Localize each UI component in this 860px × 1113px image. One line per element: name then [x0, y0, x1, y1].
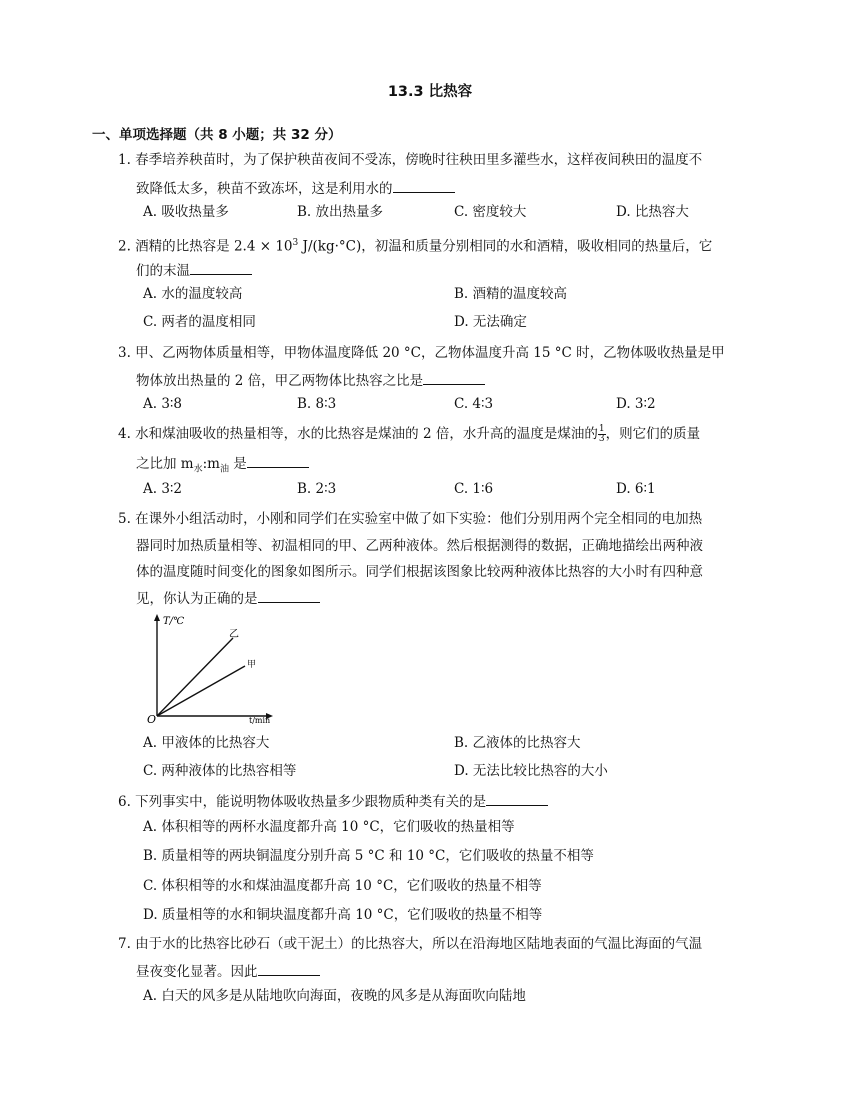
q7-option-a[interactable]: A. 白天的风多是从陆地吹向海面，夜晚的风多是从海面吹向陆地 [143, 988, 526, 1004]
q2-option-b[interactable]: B. 酒精的温度较高 [454, 286, 568, 302]
answer-blank[interactable] [247, 453, 309, 468]
origin-label: O [147, 713, 157, 724]
q5-option-c[interactable]: C. 两种液体的比热容相等 [143, 763, 297, 779]
x-axis-label: t/min [249, 716, 271, 724]
question-7-stem-line1: 7. 由于水的比热容比砂石（或干泥土）的比热容大，所以在沿海地区陆地表面的气温比海面的气温 [118, 936, 703, 952]
q5-option-b[interactable]: B. 乙液体的比热容大 [454, 735, 581, 751]
fraction-one-third: $\frac{1}{3}$ [598, 424, 605, 444]
question-5-stem-line1: 5. 在课外小组活动时，小刚和同学们在实验室中做了如下实验：他们分别用两个完全相同的电加热 [118, 511, 703, 527]
question-5-stem-line2: 器同时加热质量相等、初温相同的甲、乙两种液体。然后根据测得的数据，正确地描绘出两种液 [136, 538, 703, 554]
question-7-stem-line2: 昼夜变化显著。因此 [136, 961, 320, 982]
question-2-stem-line2: 们的末温 [136, 260, 252, 281]
q6-option-d[interactable]: D. 质量相等的水和铜块温度都升高 10 °C，它们吸收的热量不相等 [143, 907, 543, 923]
q5-option-a[interactable]: A. 甲液体的比热容大 [143, 735, 270, 751]
question-2-stem-line1: 2. 酒精的比热容是 $2.4 \times 10^3$ J/(kg·°C)，初温和质量分别相同的水和酒精，吸收相同的热量后，它 [118, 238, 713, 255]
line-yi-label: 乙 [229, 629, 239, 640]
answer-blank[interactable] [486, 791, 548, 806]
y-axis-label: T/℃ [163, 616, 185, 627]
question-5-stem-line4: 见，你认为正确的是 [136, 588, 320, 609]
page-title: 13.3 比热容 [387, 84, 473, 100]
answer-blank[interactable] [393, 178, 455, 193]
answer-blank[interactable] [190, 260, 252, 275]
q3-option-c[interactable]: C. 4∶3 [454, 396, 494, 412]
question-1-stem-line1: 1. 春季培养秧苗时，为了保护秧苗夜间不受冻，傍晚时往秧田里多灌些水，这样夜间秧田的温度不 [118, 152, 703, 168]
answer-blank[interactable] [258, 588, 320, 603]
y-axis-arrow [154, 614, 160, 621]
q1-option-d[interactable]: D. 比热容大 [616, 204, 689, 220]
q3-option-a[interactable]: A. 3∶8 [143, 396, 183, 412]
question-6-stem-line1: 6. 下列事实中，能说明物体吸收热量多少跟物质种类有关的是 [118, 791, 548, 812]
answer-blank[interactable] [258, 961, 320, 976]
q4-option-b[interactable]: B. 2∶3 [297, 481, 337, 497]
q1-option-a[interactable]: A. 吸收热量多 [143, 204, 229, 220]
answer-blank[interactable] [423, 370, 485, 385]
question-3-stem-line2: 物体放出热量的 2 倍，甲乙两物体比热容之比是 [136, 370, 485, 391]
question-4-stem-line2: 之比加 $m_水:m_油$ 是 [136, 453, 309, 480]
q1-option-b[interactable]: B. 放出热量多 [297, 204, 384, 220]
question-3-stem-line1: 3. 甲、乙两物体质量相等，甲物体温度降低 20 °C，乙物体温度升高 15 °C 时，乙物体吸收热量是甲 [118, 345, 725, 361]
q4-option-d[interactable]: D. 6∶1 [616, 481, 656, 497]
q6-option-a[interactable]: A. 体积相等的两杯水温度都升高 10 °C，它们吸收的热量相等 [143, 819, 515, 835]
question-5-stem-line3: 体的温度随时间变化的图象如图所示。同学们根据该图象比较两种液体比热容的大小时有四种意 [136, 564, 703, 580]
q4-option-a[interactable]: A. 3∶2 [143, 481, 183, 497]
q2-option-a[interactable]: A. 水的温度较高 [143, 286, 243, 302]
q6-option-b[interactable]: B. 质量相等的两块铜温度分别升高 5 °C 和 10 °C，它们吸收的热量不相等 [143, 848, 594, 864]
line-jia [157, 666, 245, 716]
line-yi [157, 638, 233, 716]
q4-option-c[interactable]: C. 1∶6 [454, 481, 494, 497]
q5-option-d[interactable]: D. 无法比较比热容的大小 [454, 763, 608, 779]
line-jia-label: 甲 [247, 660, 257, 670]
q3-option-d[interactable]: D. 3∶2 [616, 396, 656, 412]
q1-option-c[interactable]: C. 密度较大 [454, 204, 527, 220]
temperature-time-graph [145, 612, 275, 724]
q2-option-c[interactable]: C. 两者的温度相同 [143, 314, 256, 330]
q6-option-c[interactable]: C. 体积相等的水和煤油温度都升高 10 °C，它们吸收的热量不相等 [143, 878, 542, 894]
question-1-stem-line2: 致降低太多，秧苗不致冻坏，这是利用水的 [136, 178, 455, 199]
question-4-stem-line1: 4. 水和煤油吸收的热量相等，水的比热容是煤油的 2 倍，水升高的温度是煤油的 $\frac{1}{3}$ ，则它们的质量 [118, 424, 701, 444]
q2-option-d[interactable]: D. 无法确定 [454, 314, 527, 330]
section-heading: 一、单项选择题（共 8 小题；共 32 分） [92, 127, 342, 143]
q3-option-b[interactable]: B. 8∶3 [297, 396, 337, 412]
